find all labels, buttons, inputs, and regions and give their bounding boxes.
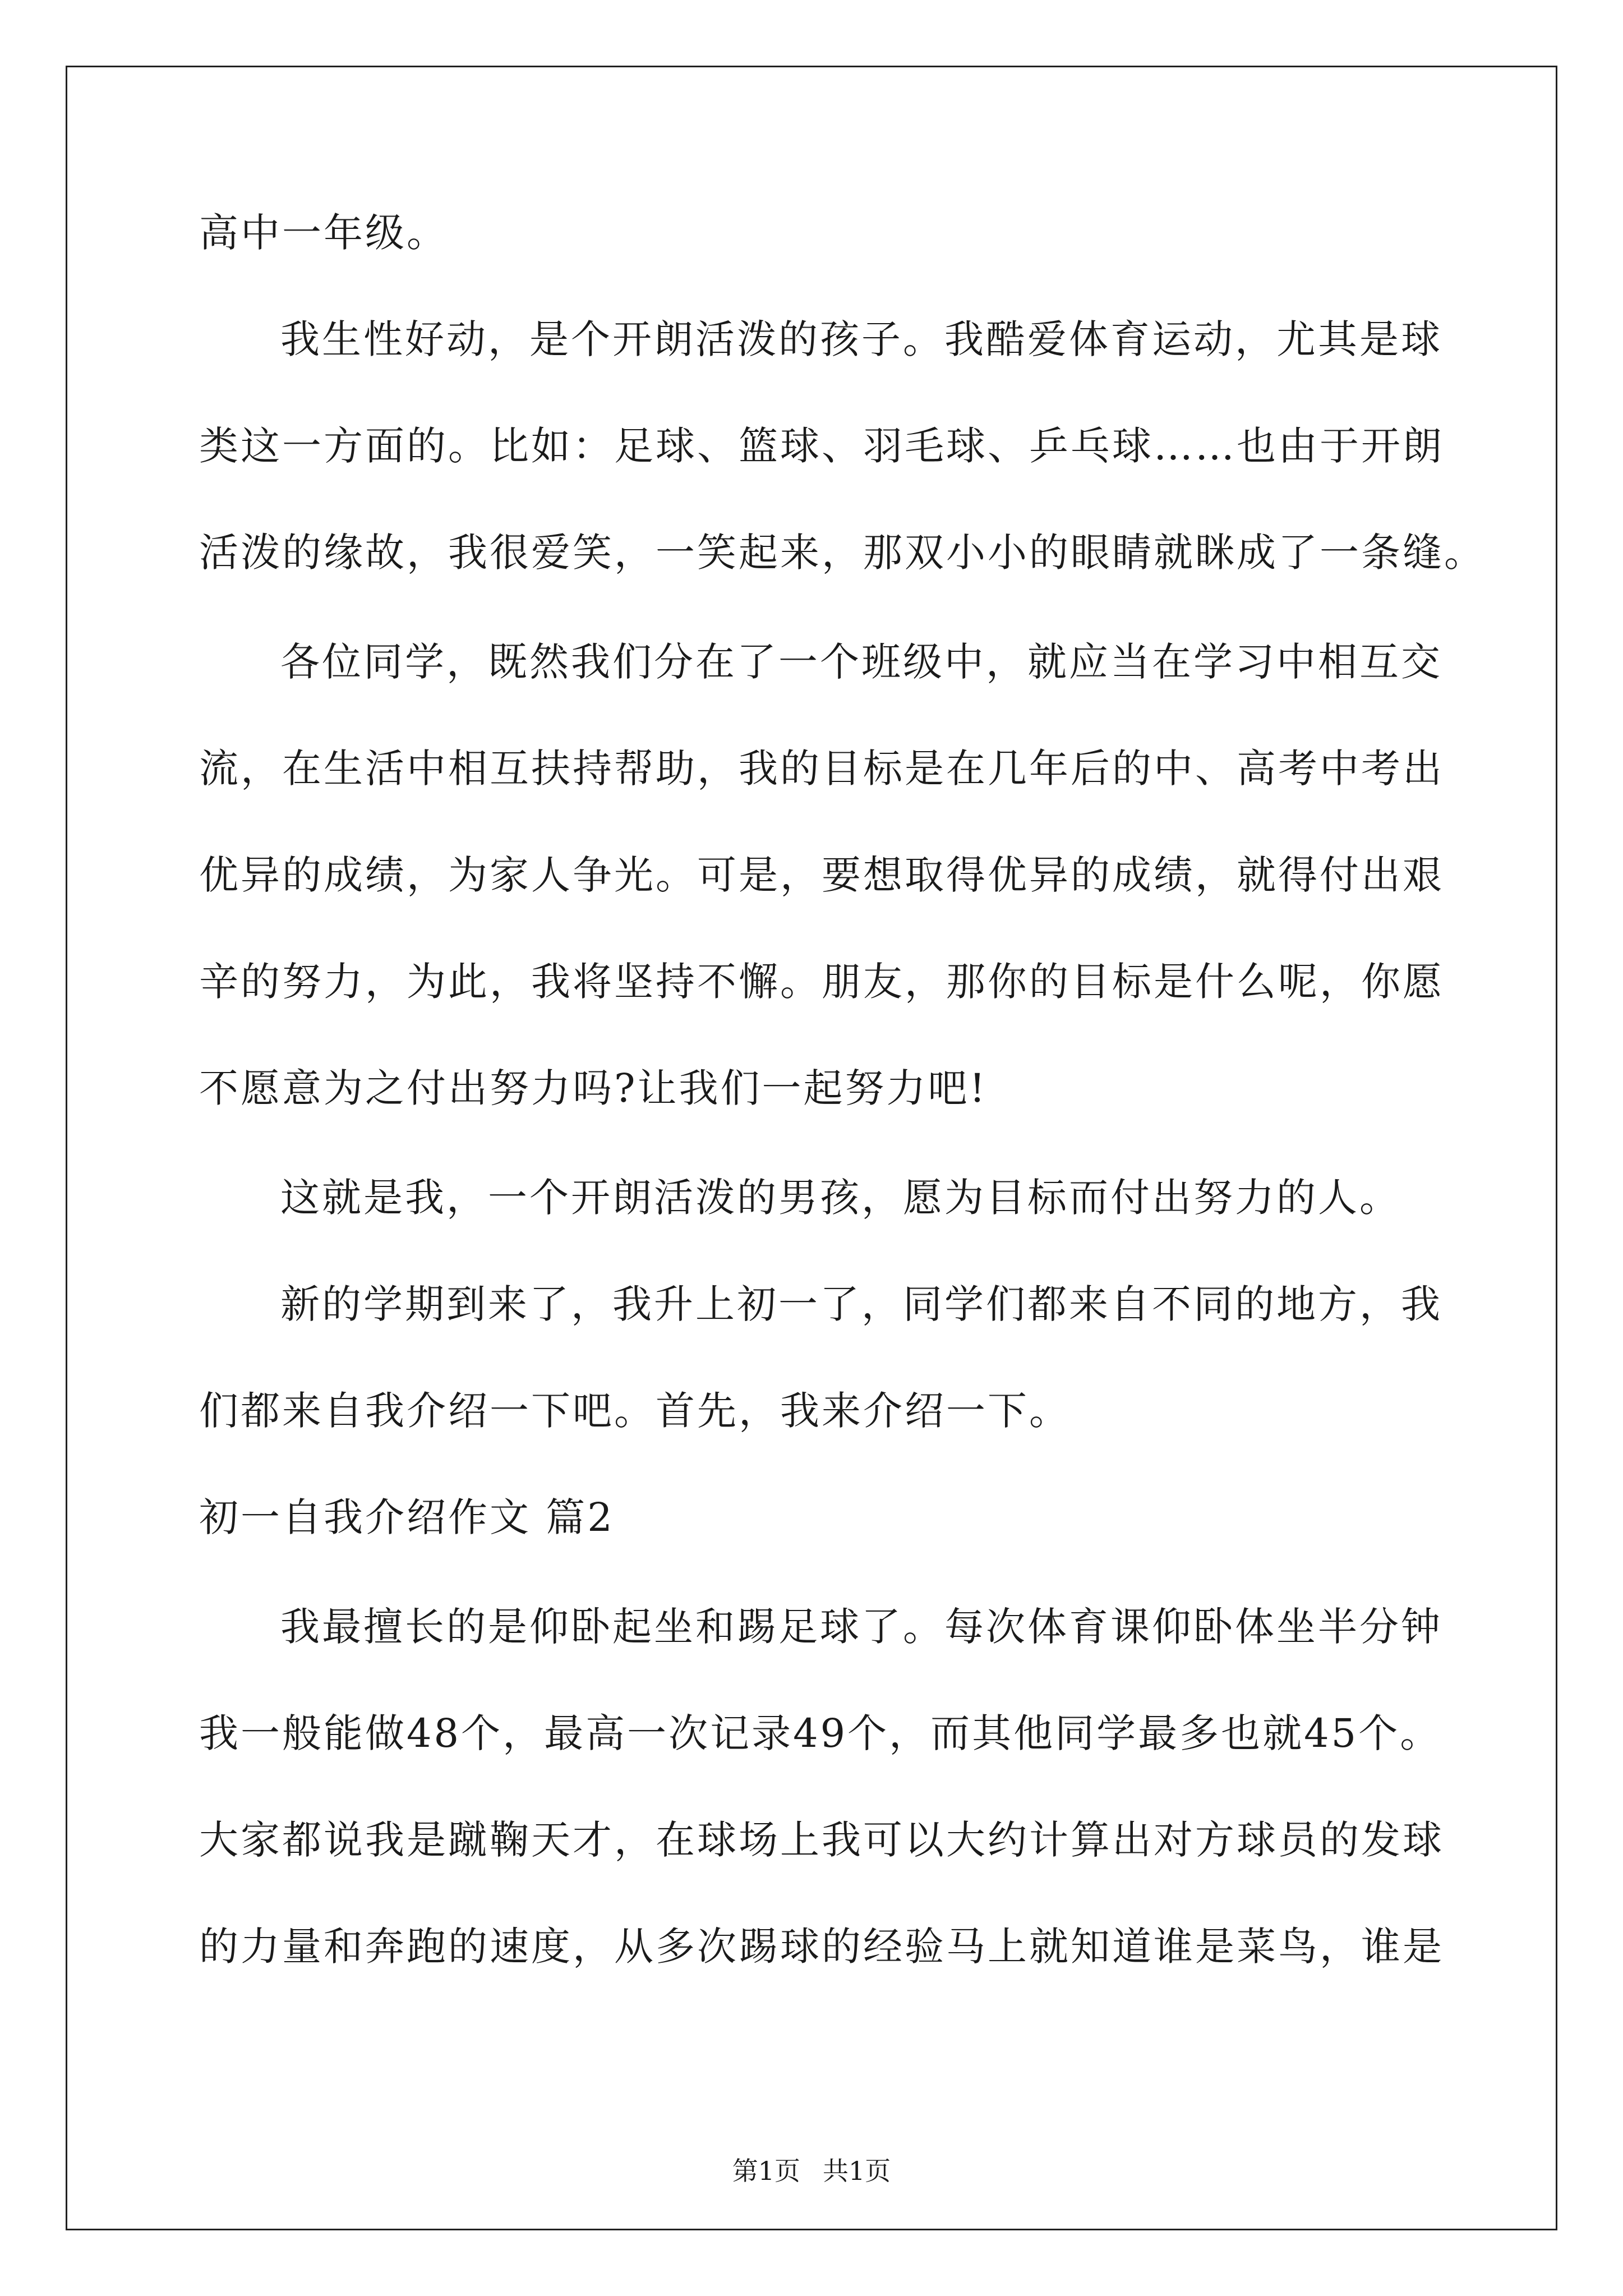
text-line-2: 我生性好动，是个开朗活泼的孩子。我酷爱体育运动，尤其是球 <box>280 316 1442 362</box>
text-line-17: 的力量和奔跑的速度，从多次踢球的经验马上就知道谁是菜鸟，谁是 <box>199 1924 1444 1970</box>
page-number: 第1页 <box>732 2156 800 2186</box>
page-total: 共1页 <box>823 2156 891 2186</box>
text-line-5: 各位同学，既然我们分在了一个班级中，就应当在学习中相互交 <box>280 639 1442 685</box>
section-heading: 初一自我介绍作文 篇2 <box>199 1494 615 1540</box>
text-line-7: 优异的成绩，为家人争光。可是，要想取得优异的成绩，就得付出艰 <box>199 852 1444 898</box>
text-line-11: 新的学期到来了，我升上初一了，同学们都来自不同的地方，我 <box>280 1281 1442 1327</box>
text-line-10: 这就是我，一个开朗活泼的男孩，愿为目标而付出努力的人。 <box>280 1175 1401 1221</box>
text-line-3: 类这一方面的。比如：足球、篮球、羽毛球、乒乓球……也由于开朗 <box>199 423 1444 469</box>
text-line-8: 辛的努力，为此，我将坚持不懈。朋友，那你的目标是什么呢，你愿 <box>199 959 1444 1005</box>
text-line-12: 们都来自我介绍一下吧。首先，我来介绍一下。 <box>199 1388 1071 1434</box>
text-line-16: 大家都说我是蹴鞠天才，在球场上我可以大约计算出对方球员的发球 <box>199 1817 1444 1863</box>
page-footer <box>0 2154 1623 2188</box>
text-line-4: 活泼的缘故，我很爱笑，一笑起来，那双小小的眼睛就眯成了一条缝。 <box>199 530 1486 576</box>
text-line-1: 高中一年级。 <box>199 210 448 256</box>
text-line-14: 我最擅长的是仰卧起坐和踢足球了。每次体育课仰卧体坐半分钟 <box>280 1604 1442 1650</box>
text-line-6: 流，在生活中相互扶持帮助，我的目标是在几年后的中、高考中考出 <box>199 746 1444 792</box>
page-border <box>66 66 1557 2230</box>
text-line-9: 不愿意为之付出努力吗?让我们一起努力吧! <box>199 1065 988 1111</box>
text-line-15: 我一般能做48个，最高一次记录49个，而其他同学最多也就45个。 <box>199 1710 1442 1756</box>
